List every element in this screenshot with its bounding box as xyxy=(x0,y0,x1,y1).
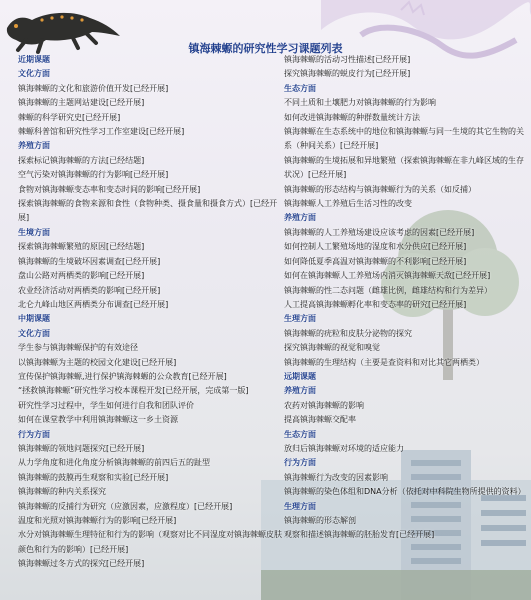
section-heading: 远期课题 xyxy=(284,371,316,381)
topic-item: 探究镇海棘螈的视觉和嗅觉 xyxy=(284,343,380,353)
section-heading: 生态方面 xyxy=(284,429,316,439)
section-heading: 行为方面 xyxy=(284,458,316,468)
topic-item: 提高镇海棘螈交配率 xyxy=(284,415,356,425)
topic-item: 探索镇海棘螈繁殖的原因[已经结题] xyxy=(18,242,145,252)
topic-item: 水分对镇海棘螈生理特征和行为的影响（观察对比不同湿度对镇海棘螈皮肤颜色和行为的影响）[已经开展] xyxy=(18,530,282,554)
topic-item: 镇海棘螈过冬方式的探究[已经开展] xyxy=(18,559,145,569)
topic-item: 空气污染对镇海棘螈的行为影响[已经开展] xyxy=(18,170,169,180)
topic-item: 研究性学习过程中，学生如何进行自我和团队评价 xyxy=(18,400,194,410)
topic-item: 镇海棘螈的主题网站建设[已经开展] xyxy=(18,98,145,108)
topic-item: 镇海棘螈的人工养殖场建设应该考虑的因素[已经开展] xyxy=(284,227,475,237)
left-column xyxy=(18,53,282,572)
topic-item: 放归后镇海棘螈对环境的适应能力 xyxy=(284,443,404,453)
topic-item: 镇海棘螈行为改变的因素影响 xyxy=(284,472,388,482)
section-heading: 文化方面 xyxy=(18,328,50,338)
topic-item: 食物对镇海棘螈变态率和变态时间的影响[已经开展] xyxy=(18,184,201,194)
topic-item: 镇海棘螈的文化和旅游价值开发[已经开展] xyxy=(18,83,169,93)
topic-item: 镇海棘螈的生理结构（主要是查资料和对比其它两栖类） xyxy=(284,357,484,367)
topic-item: 镇海棘螈的染色体组和DNA分析（依托对中科院生物所提供的资料） xyxy=(284,487,526,497)
topic-item: 如何在课堂教学中利用镇海棘螈这一乡土资源 xyxy=(18,415,178,425)
topic-item: 镇海棘螈的活动习性描述[已经开展] xyxy=(284,55,411,64)
topic-item: 如何控制人工繁殖场地的湿度和水分供应[已经开展] xyxy=(284,242,467,252)
topic-item: 从力学角度和进化角度分析镇海棘螈的前四后五的趾型 xyxy=(18,458,210,468)
section-heading: 生理方面 xyxy=(284,501,316,511)
topic-item: 探究镇海棘螈的蜕皮行为[已经开展] xyxy=(284,69,411,79)
page-title: 镇海棘螈的研究性学习课题列表 xyxy=(188,42,343,55)
topic-item: 宣传保护镇海棘螈,进行保护镇海棘螈的公众教育[已经开展] xyxy=(18,371,227,381)
topic-item: 镇海棘螈的生境破坏因素调查[已经开展] xyxy=(18,256,161,266)
section-heading: 生境方面 xyxy=(18,227,50,237)
topic-item: 镇海棘螈的生境拓展和异地繁殖（探索镇海棘螈在非九峰区域的生存状况）[已经开展] xyxy=(284,155,524,180)
section-heading: 养殖方面 xyxy=(284,386,316,396)
topic-item: 镇海棘螈的种内关系探究 xyxy=(18,487,106,497)
topic-item: 农业经济活动对两栖类的影响[已经开展] xyxy=(18,285,161,295)
topic-item: 镇海棘螈的领地问题探究[已经开展] xyxy=(18,443,145,453)
section-heading: 养殖方面 xyxy=(18,141,50,151)
section-heading: 生态方面 xyxy=(284,83,316,93)
section-heading: 中期课题 xyxy=(18,314,50,324)
topic-item: 镇海棘螈的性二态问题（雌雄比例，雌雄结构和行为差异） xyxy=(284,285,492,295)
topic-item: 人工提高镇海棘螈孵化率和变态率的研究[已经开展] xyxy=(284,299,467,309)
topic-item: 学生参与镇海棘螈保护的有效途径 xyxy=(18,343,138,353)
topic-item: 镇海棘螈的形态结构与镇海棘螈行为的关系（如反捕） xyxy=(284,184,476,194)
topic-item: 镇海棘螈的疣粒和皮肤分泌物的探究 xyxy=(284,328,412,338)
topic-item: 如何改进镇海棘螈的种群数量统计方法 xyxy=(284,112,420,122)
topic-item: 镇海棘螈的形态解剖 xyxy=(284,516,356,525)
topic-item: 探索镇海棘螈的食物来源和食性（食物种类、摄食量和摄食方式）[已经开展] xyxy=(18,199,278,223)
section-heading: 近期课题 xyxy=(18,55,50,64)
topic-item: 北仑九峰山地区两栖类分布调查[已经开展] xyxy=(18,299,169,309)
right-column xyxy=(284,53,526,543)
section-heading: 养殖方面 xyxy=(284,213,316,223)
section-heading: 生理方面 xyxy=(284,314,316,324)
topic-item: 镇海棘螈的鼓膜再生观察和实验[已经开展] xyxy=(18,472,169,482)
section-heading: 文化方面 xyxy=(18,69,50,79)
topic-item: 盘山公路对两栖类的影响[已经开展] xyxy=(18,271,145,281)
topic-item: 如何降低夏季高温对镇海棘螈的不利影响[已经开展] xyxy=(284,256,467,266)
topic-item: 棘螈科普馆和研究性学习工作室建设[已经开展] xyxy=(18,127,185,137)
topic-item: 不同土质和土壤肥力对镇海棘螈的行为影响 xyxy=(284,98,436,108)
topic-item: 如何在镇海棘螈人工养殖场内消灭镇海棘螈天敌[已经开展] xyxy=(284,271,491,281)
topic-item: 镇海棘螈的反捕行为研究（应激因素，应激程度）[已经开展] xyxy=(18,501,233,511)
topic-item: 农药对镇海棘螈的影响 xyxy=(284,400,364,410)
topic-item: 探索标记镇海棘螈的方法[已经结题] xyxy=(18,155,145,165)
topic-item: 镇海棘螈在生态系统中的地位和镇海棘螈与同一生境的其它生物的关系（种间关系）[已经开展] xyxy=(284,127,524,151)
section-heading: 行为方面 xyxy=(18,429,50,439)
topic-item: 以镇海棘螈为主题的校园文化建设[已经开展] xyxy=(18,357,177,367)
topic-item: 棘螈的科学研究史[已经开展] xyxy=(18,112,121,122)
topic-item: “拯救镇海棘螈”研究性学习校本课程开发[已经开展，完成第一版] xyxy=(18,386,249,396)
topic-item: 温度和光照对镇海棘螈行为的影响[已经开展] xyxy=(18,516,177,525)
topic-item: 观察和描述镇海棘螈的胚胎发育[已经开展] xyxy=(284,530,435,540)
topic-item: 镇海棘螈人工养殖后生活习性的改变 xyxy=(284,199,412,209)
